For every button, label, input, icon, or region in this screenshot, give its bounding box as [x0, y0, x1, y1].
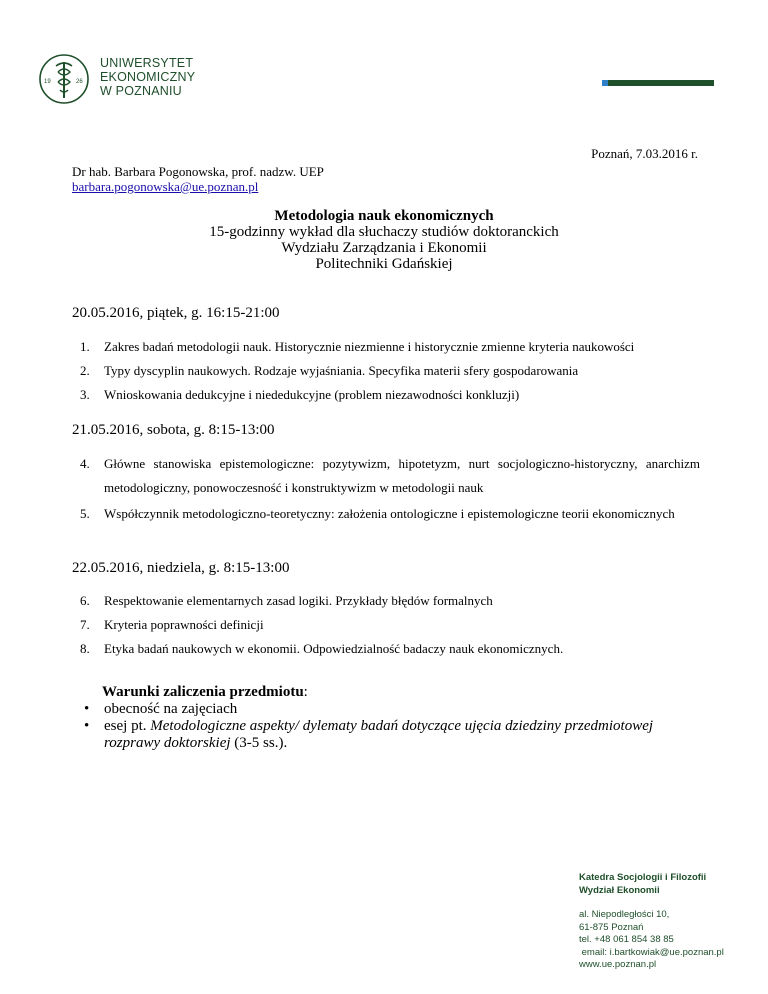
author-email-link[interactable]: barbara.pogonowska@ue.poznan.pl — [72, 179, 259, 194]
condition-text — [104, 701, 237, 718]
logo-year-right: 26 — [76, 79, 83, 85]
footer-faculty: Wydział Ekonomii — [579, 884, 660, 896]
topic-text: Respektowanie elementarnych zasad logiki. Przykłady błędów formalnych — [104, 593, 493, 608]
session-date-2: 21.05.2016, sobota, g. 8:15-13:00 — [72, 422, 275, 438]
condition-item — [72, 701, 712, 718]
course-faculty: Wydziału Zarządzania i Ekonomii — [281, 240, 487, 256]
course-subtitle: 15-godzinny wykład dla słuchaczy studiów doktoranckich — [209, 224, 559, 240]
university-name-line: W POZNANIU — [100, 84, 182, 98]
footer-phone: tel. +48 061 854 38 85 — [579, 934, 674, 945]
footer-address: al. Niepodległości 10, — [579, 909, 670, 920]
topic-number: 4. — [80, 456, 90, 471]
bullet-icon: • — [84, 718, 90, 734]
condition-plain: (3-5 ss.). — [230, 735, 288, 751]
essay-title: Metodologiczne aspekty/ dylematy badań dotyczące ujęcia dziedziny przedmiotowej rozprawy doktorskiej — [104, 718, 654, 751]
condition-text — [104, 718, 712, 752]
topic-item — [80, 384, 700, 406]
footer-email[interactable]: email: i.bartkowiak@ue.poznan.pl — [579, 946, 724, 958]
topic-number: 3. — [80, 387, 90, 402]
footer-postcode: 61-875 Poznań — [579, 921, 644, 933]
topic-number: 2. — [80, 363, 90, 378]
header-decorative-bar — [602, 80, 714, 86]
conditions-heading — [72, 684, 712, 701]
university-name — [100, 56, 195, 98]
header-bar-green — [608, 80, 714, 86]
topic-item — [80, 452, 700, 500]
topic-item — [80, 590, 700, 612]
topic-number: 7. — [80, 617, 90, 632]
footer-department: Katedra Socjologii i Filozofii — [579, 872, 707, 883]
topic-item — [80, 360, 700, 382]
conditions-list — [72, 701, 712, 752]
bullet-icon: • — [84, 701, 90, 717]
conditions-heading-suffix: : — [303, 684, 308, 700]
session-1-topics — [80, 336, 700, 406]
course-university: Politechniki Gdańskiej — [315, 256, 453, 272]
course-title: Metodologia nauk ekonomicznych — [274, 208, 494, 224]
university-name-line: EKONOMICZNY — [100, 70, 196, 84]
footer-website[interactable]: www.ue.poznan.pl — [579, 959, 657, 970]
passing-conditions — [72, 684, 712, 752]
letter-date: Poznań, 7.03.2016 r. — [591, 146, 698, 161]
condition-plain: esej pt. — [104, 718, 151, 734]
session-date-3: 22.05.2016, niedziela, g. 8:15-13:00 — [72, 560, 290, 576]
topic-item — [80, 614, 700, 636]
conditions-heading-text: Warunki zaliczenia przedmiotu — [102, 684, 304, 700]
university-name-line: UNIWERSYTET — [100, 56, 194, 70]
caduceus-logo-icon — [34, 52, 94, 106]
session-2-topics — [80, 452, 700, 526]
topic-number: 5. — [80, 506, 90, 521]
condition-item — [72, 718, 712, 752]
session-3-topics — [80, 590, 700, 660]
course-title-block — [0, 208, 768, 272]
topic-number: 6. — [80, 593, 90, 608]
author-block — [72, 164, 324, 194]
topic-text: Kryteria poprawności definicji — [104, 617, 264, 632]
topic-text: Etyka badań naukowych w ekonomii. Odpowiedzialność badaczy nauk ekonomicznych. — [104, 641, 564, 656]
footer-spacer — [579, 897, 724, 909]
topic-text: Zakres badań metodologii nauk. Historycznie niezmienne i historycznie zmienne kryteria naukowości — [104, 339, 635, 354]
condition-plain: obecność na zajęciach — [104, 701, 238, 717]
topic-number: 1. — [80, 339, 90, 354]
topic-text: Współczynnik metodologiczno-teoretyczny: założenia ontologiczne i epistemologiczne teorii ekonomicznych — [104, 506, 675, 521]
university-logo — [34, 52, 94, 106]
topic-number: 8. — [80, 641, 90, 656]
session-date-1: 20.05.2016, piątek, g. 16:15-21:00 — [72, 305, 280, 321]
topic-item — [80, 638, 700, 660]
logo-year-left: 19 — [44, 79, 51, 85]
topic-item — [80, 502, 700, 526]
author-name: Dr hab. Barbara Pogonowska, prof. nadzw. UEP — [72, 164, 324, 179]
topic-text: Wnioskowania dedukcyjne i niededukcyjne (problem niezawodności konkluzji) — [104, 387, 520, 402]
topic-text: Typy dyscyplin naukowych. Rodzaje wyjaśniania. Specyfika materii sfery gospodarowania — [104, 363, 579, 378]
footer-contact — [579, 872, 724, 972]
topic-item — [80, 336, 700, 358]
topic-text: Główne stanowiska epistemologiczne: pozytywizm, hipotetyzm, nurt socjologiczno-historyczny, anarchizm metodologiczny, ponowoczesność i konstruktywizm w metodologii nauk — [104, 456, 700, 495]
